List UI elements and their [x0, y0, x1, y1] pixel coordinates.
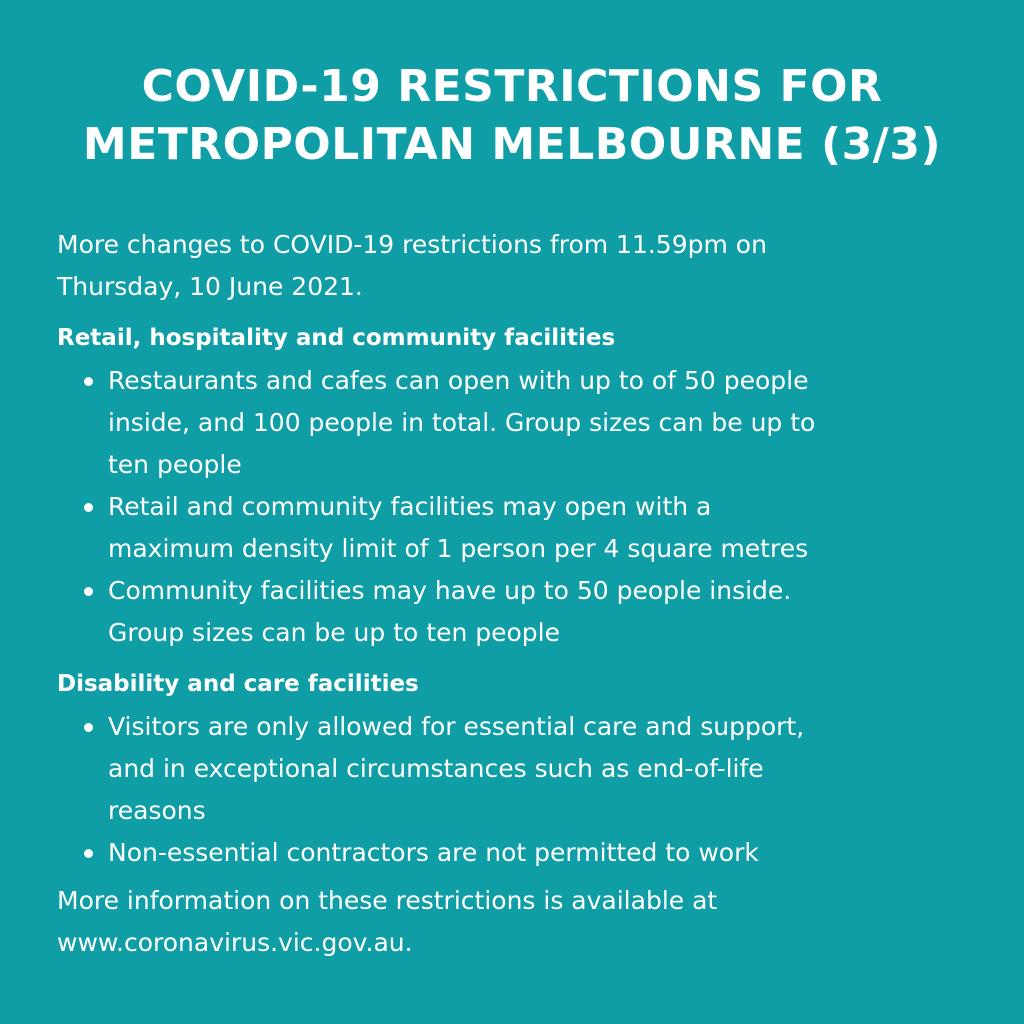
bullet-dot-icon	[84, 587, 93, 596]
bullet-line: inside, and 100 people in total. Group sizes can be up to	[108, 408, 816, 437]
intro-paragraph	[57, 224, 957, 308]
footer-line-1: More information on these restrictions is available at	[57, 886, 718, 915]
intro-line-2: Thursday, 10 June 2021.	[57, 272, 363, 301]
content-body	[57, 224, 957, 964]
intro-line-1: More changes to COVID-19 restrictions from 11.59pm on	[57, 230, 767, 259]
bullet-list-retail	[57, 360, 957, 654]
bullet-line: Community facilities may have up to 50 people inside.	[108, 576, 792, 605]
section-heading-retail: Retail, hospitality and community facilities	[57, 325, 616, 351]
bullet-dot-icon	[84, 503, 93, 512]
bullet-line: ten people	[108, 450, 242, 479]
bullet-line: Group sizes can be up to ten people	[108, 618, 560, 647]
bullet-list-disability	[57, 706, 957, 874]
page-title	[40, 58, 984, 174]
bullet-dot-icon	[84, 849, 93, 858]
bullet-line: and in exceptional circumstances such as end-of-life	[108, 754, 764, 783]
bullet-line: Restaurants and cafes can open with up to of 50 people	[108, 366, 809, 395]
footer-link[interactable]: www.coronavirus.vic.gov.au.	[57, 928, 413, 957]
list-item	[57, 360, 957, 486]
bullet-dot-icon	[84, 377, 93, 386]
list-item	[57, 570, 957, 654]
bullet-line: Non-essential contractors are not permitted to work	[108, 838, 759, 867]
title-line-2: METROPOLITAN MELBOURNE (3/3)	[82, 119, 942, 170]
list-item	[57, 832, 957, 874]
bullet-line: maximum density limit of 1 person per 4 square metres	[108, 534, 809, 563]
list-item	[57, 486, 957, 570]
bullet-dot-icon	[84, 723, 93, 732]
list-item	[57, 706, 957, 832]
bullet-line: reasons	[108, 796, 206, 825]
title-line-1: COVID-19 RESTRICTIONS FOR	[141, 61, 883, 112]
bullet-line: Visitors are only allowed for essential care and support,	[108, 712, 805, 741]
section-heading-disability: Disability and care facilities	[57, 671, 419, 697]
bullet-line: Retail and community facilities may open with a	[108, 492, 712, 521]
footer-paragraph	[57, 880, 957, 964]
